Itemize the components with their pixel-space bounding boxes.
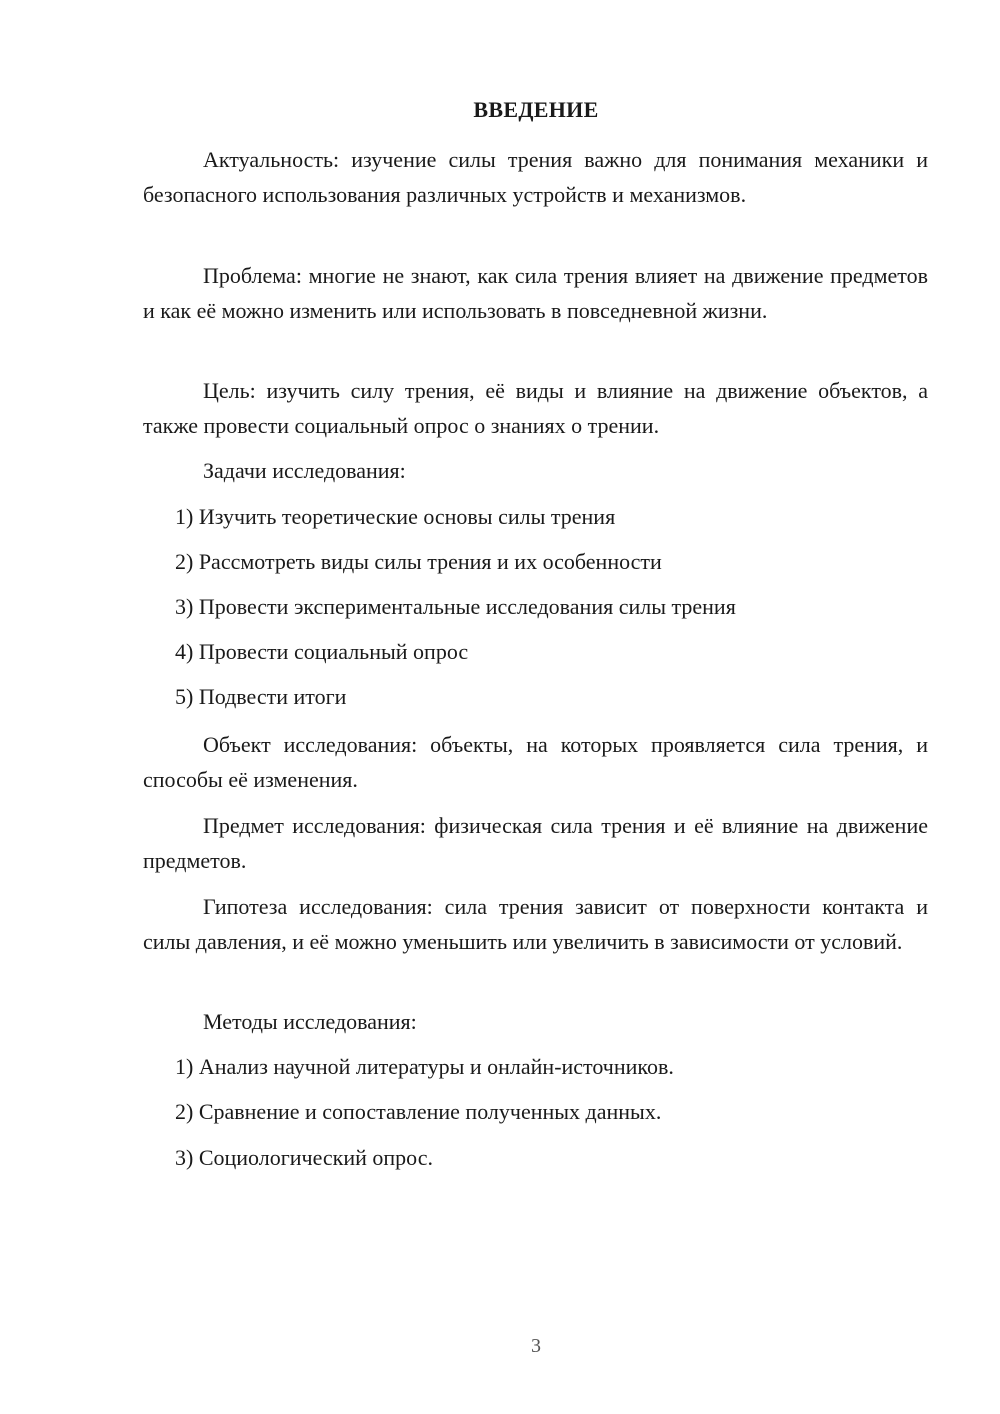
methods-heading: Методы исследования: (203, 1009, 417, 1034)
paragraph-object: Объект исследования: объекты, на которых проявляется сила трения, и способы её изменения. (143, 732, 928, 792)
paragraph-hypothesis: Гипотеза исследования: сила трения зависит от поверхности контакта и силы давления, и её можно уменьшить или увеличить в зависимости от условий. (143, 894, 928, 954)
task-item: 5) Подвести итоги (175, 684, 347, 709)
method-item: 1) Анализ научной литературы и онлайн-источников. (175, 1054, 674, 1079)
paragraph-problem: Проблема: многие не знают, как сила трения влияет на движение предметов и как её можно изменить или использовать в повседневной жизни. (143, 263, 928, 323)
task-item: 1) Изучить теоретические основы силы трения (175, 504, 616, 529)
page-title: ВВЕДЕНИЕ (473, 97, 599, 122)
task-item: 4) Провести социальный опрос (175, 639, 469, 664)
tasks-heading: Задачи исследования: (203, 458, 406, 483)
task-item: 3) Провести экспериментальные исследования силы трения (175, 594, 736, 619)
page-number: 3 (531, 1335, 541, 1357)
paragraph-relevance: Актуальность: изучение силы трения важно для понимания механики и безопасного использования различных устройств и механизмов. (143, 147, 928, 207)
method-item: 2) Сравнение и сопоставление полученных данных. (175, 1099, 662, 1124)
paragraph-goal: Цель: изучить силу трения, её виды и влияние на движение объектов, а также провести социальный опрос о знаниях о трении. (143, 378, 928, 438)
method-item: 3) Социологический опрос. (175, 1145, 433, 1170)
task-item: 2) Рассмотреть виды силы трения и их особенности (175, 549, 662, 574)
paragraph-subject: Предмет исследования: физическая сила трения и её влияние на движение предметов. (143, 813, 928, 873)
